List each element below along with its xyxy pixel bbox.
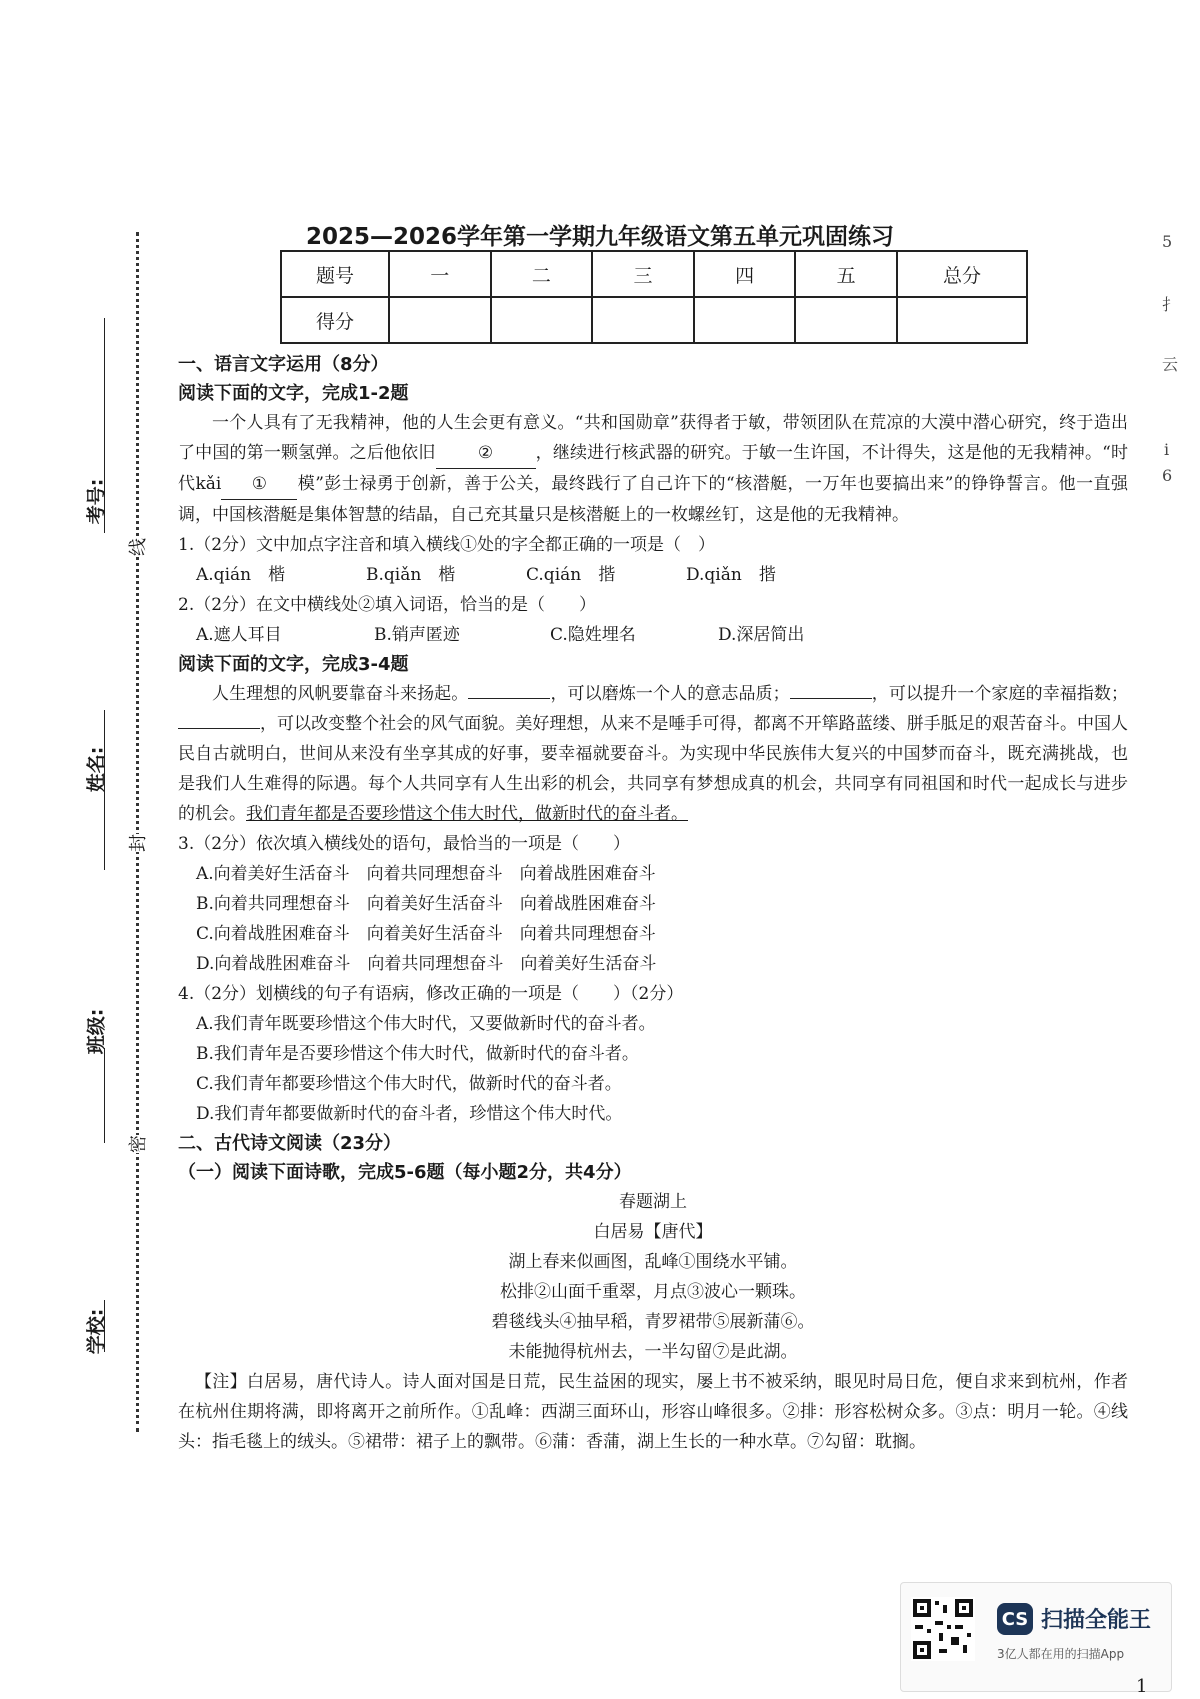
score-header-cell: 一 <box>389 251 491 297</box>
score-row-label: 得分 <box>281 297 389 343</box>
q1-option-d: D.qiǎn 揩 <box>686 565 776 585</box>
page-title: 2025—2026学年第一学期九年级语文第五单元巩固练习 <box>305 224 895 250</box>
passage1 <box>178 408 1128 530</box>
seal-dotted-line <box>136 232 139 1432</box>
poem-line: 碧毯线头④抽早稻，青罗裙带⑤展新蒲⑥。 <box>491 1312 815 1332</box>
q1-option-b: B.qiǎn 楷 <box>366 565 456 585</box>
poem-line: 湖上春来似画图，乱峰①围绕水平铺。 <box>508 1252 798 1272</box>
seal-char-seal: 封 <box>120 834 154 852</box>
score-cell <box>389 297 491 343</box>
edge-fragment: 5 <box>1162 232 1173 251</box>
exam-content <box>178 350 1128 1457</box>
passage2 <box>178 679 1128 829</box>
qr-code-icon <box>911 1597 975 1661</box>
score-table-score-row <box>281 297 1027 343</box>
score-header-cell: 题号 <box>281 251 389 297</box>
edge-fragment: 扌 <box>1162 295 1179 314</box>
poem-line: 未能抛得杭州去，一半勾留⑦是此湖。 <box>508 1342 798 1362</box>
passage1-part2: ，继续进行核武器的研究。于敏一生许国，不计得失，这是他的无我精神。“时代kǎi <box>178 443 1128 494</box>
seal-char-line: 线 <box>120 538 154 556</box>
q4-stem: 4.（2分）划横线的句子有语病，修改正确的一项是（ ）（2分） <box>178 984 684 1004</box>
poem-author: 白居易【唐代】 <box>593 1222 713 1242</box>
score-cell <box>694 297 796 343</box>
blank-a <box>468 698 550 699</box>
edge-fragment: 云 <box>1162 355 1179 374</box>
passage2-part1: 人生理想的风帆要靠奋斗来扬起。 <box>212 684 469 704</box>
q3-option-b: B.向着共同理想奋斗 向着美好生活奋斗 向着战胜困难奋斗 <box>196 894 656 914</box>
passage1-part1: 一个人具有了无我精神，他的人生会更有意义。“共和国勋章”获得者于敏，带领团队在荒凉的大漠中潜心研究，终于造出了中国的第一颗氢弹。之后他依旧 <box>178 413 1128 463</box>
passage2-part4: ，可以改变整个社会的风气面貌。美好理想，从来不是唾手可得，都离不开筚路蓝缕、胼手胝足的艰苦奋斗。中国人民自古就明白，世间从来没有坐享其成的好事，要幸福就要奋斗。为实现中华民族伟大复兴的中国梦而奋斗，既充满挑战，也是我们人生难得的际遇。每个人共同享有人生出彩的机会，共同享有梦想成真的机会，共同享有同祖国和时代一起成长与进步的机会。 <box>178 714 1128 824</box>
section2-heading: 二、古代诗文阅读（23分） <box>178 1133 402 1154</box>
q2-option-d: D.深居简出 <box>718 625 805 645</box>
score-cell <box>795 297 897 343</box>
underlined-sentence: 我们青年都是否要珍惜这个伟大时代，做新时代的奋斗者。 <box>246 804 688 824</box>
poem-note: 【注】白居易，唐代诗人。诗人面对国是日荒，民生益困的现实，屡上书不被采纳，眼见时局日危，便自求来到杭州，作者在杭州住期将满，即将离开之前所作。①乱峰：西湖三面环山，形容山峰很多。②排：形容松树众多。③点：明月一轮。④线头：指毛毯上的绒头。⑤裙带：裙子上的飘带。⑥蒲：香蒲，湖上生长的一种水草。⑦勾留：耽搁。 <box>178 1372 1128 1452</box>
reading2-heading: 阅读下面的文字，完成3-4题 <box>178 654 409 675</box>
score-cell <box>897 297 1027 343</box>
passage1-part3: 模”彭士禄勇于创新，善于公关，最终践行了自己许下的“核潜艇，一万年也要搞出来”的铮铮誓言。他一直强调，中国核潜艇是集体智慧的结晶，自己充其量只是核潜艇上的一枚螺丝钉，这是他的无我精神。 <box>178 474 1129 525</box>
reading1-heading: 阅读下面的文字，完成1-2题 <box>178 383 409 404</box>
score-header-cell: 总分 <box>897 251 1027 297</box>
scanner-watermark <box>900 1582 1172 1692</box>
q2-option-b: B.销声匿迹 <box>374 625 460 645</box>
score-header-cell: 四 <box>694 251 796 297</box>
camscanner-brand: 扫描全能王 <box>1041 1608 1152 1633</box>
blank-2 <box>436 438 536 469</box>
score-header-cell: 五 <box>795 251 897 297</box>
blank-2-marker: ② <box>477 443 494 463</box>
q1-option-a: A.qián 楷 <box>196 565 286 585</box>
poem-line: 松排②山面千重翠，月点③波心一颗珠。 <box>500 1282 806 1302</box>
class-label: 班级: <box>85 1008 108 1055</box>
school-label: 学校: <box>85 1308 108 1355</box>
score-cell <box>592 297 694 343</box>
q2-options <box>178 620 1128 650</box>
q4-option-a: A.我们青年既要珍惜这个伟大时代，又要做新时代的奋斗者。 <box>196 1014 656 1034</box>
q1-option-c: C.qián 揩 <box>526 565 616 585</box>
class-line <box>104 1048 105 1143</box>
q1-stem: 1.（2分）文中加点字注音和填入横线①处的字全都正确的一项是（ ） <box>178 535 716 555</box>
exam-number-label: 考号: <box>85 478 108 525</box>
q2-stem: 2.（2分）在文中横线处②填入词语，恰当的是（ ） <box>178 595 597 615</box>
q2-option-c: C.隐姓埋名 <box>550 625 636 645</box>
score-header-cell: 二 <box>491 251 593 297</box>
score-table <box>280 250 1028 344</box>
q3-option-d: D.向着战胜困难奋斗 向着共同理想奋斗 向着美好生活奋斗 <box>196 954 657 974</box>
blank-b <box>790 698 872 699</box>
blank-1 <box>221 469 297 500</box>
q3-option-a: A.向着美好生活奋斗 向着共同理想奋斗 向着战胜困难奋斗 <box>196 864 656 884</box>
section1-heading: 一、语言文字运用（8分） <box>178 354 389 375</box>
seal-char-secret: 密 <box>120 1135 154 1153</box>
camscanner-tagline: 3亿人都在用的扫描App <box>997 1647 1125 1661</box>
q2-option-a: A.遮人耳目 <box>196 625 282 645</box>
name-label: 姓名: <box>85 746 108 793</box>
score-table-header-row <box>281 251 1027 297</box>
blank-c <box>178 728 260 729</box>
q3-option-c: C.向着战胜困难奋斗 向着美好生活奋斗 向着共同理想奋斗 <box>196 924 656 944</box>
passage2-part3: ，可以提升一个家庭的幸福指数； <box>871 684 1129 704</box>
score-cell <box>491 297 593 343</box>
q1-options <box>178 560 1128 590</box>
passage2-part2: ，可以磨炼一个人的意志品质； <box>550 684 790 704</box>
camscanner-logo-icon: CS <box>997 1603 1033 1635</box>
q4-option-d: D.我们青年都要做新时代的奋斗者，珍惜这个伟大时代。 <box>196 1104 623 1124</box>
q3-stem: 3.（2分）依次填入横线处的语句，最恰当的一项是（ ） <box>178 834 631 854</box>
edge-fragment: i <box>1164 440 1170 459</box>
q4-option-b: B.我们青年是否要珍惜这个伟大时代，做新时代的奋斗者。 <box>196 1044 639 1064</box>
blank-1-marker: ① <box>251 474 267 494</box>
poem-title: 春题湖上 <box>619 1192 687 1212</box>
q4-option-c: C.我们青年都要珍惜这个伟大时代，做新时代的奋斗者。 <box>196 1074 622 1094</box>
edge-fragment: 6 <box>1162 466 1173 485</box>
page-number: 1 <box>1136 1676 1148 1697</box>
score-header-cell: 三 <box>592 251 694 297</box>
section2-sub1-heading: （一）阅读下面诗歌，完成5-6题（每小题2分，共4分） <box>178 1162 632 1183</box>
